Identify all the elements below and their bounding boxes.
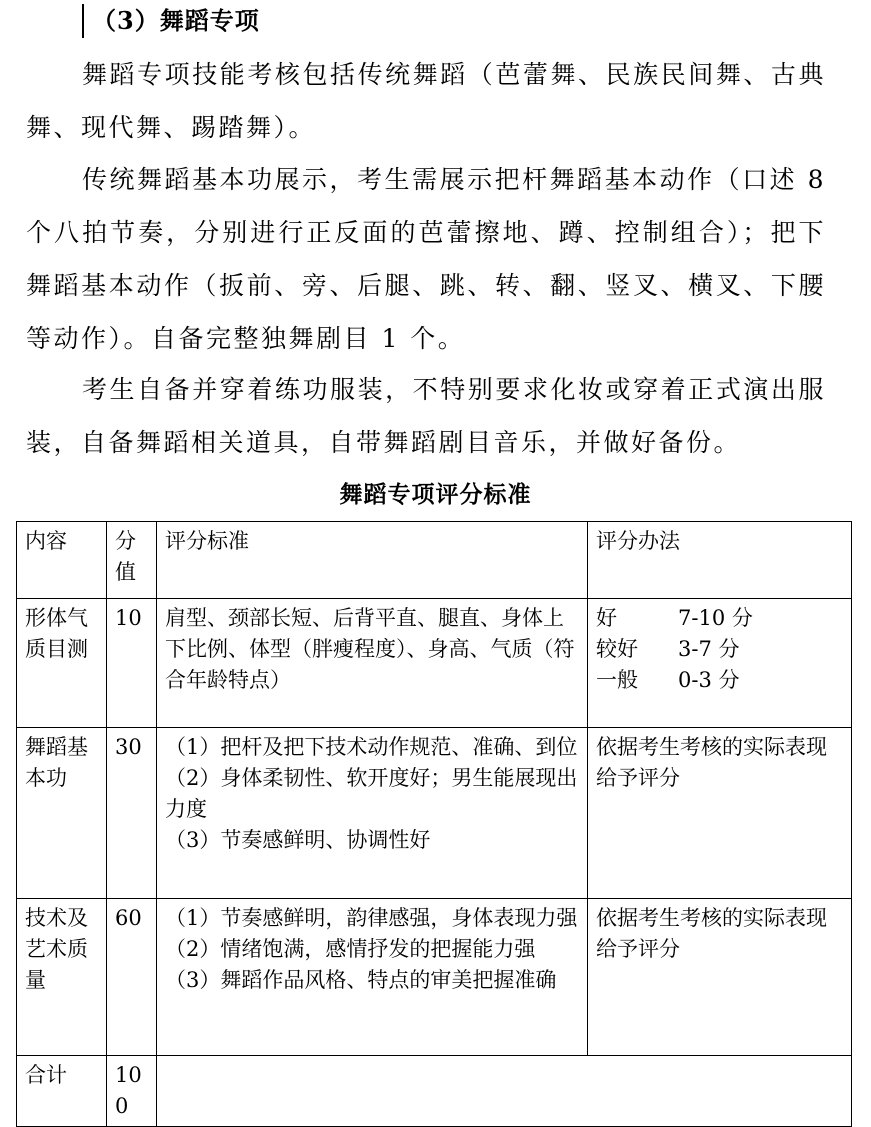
table-row [17,899,852,1056]
criteria-line: （1）节奏感鲜明，韵律感强，身体表现力强 [165,906,578,930]
grade-label: 较好 [596,637,638,661]
total-score: 100 [107,1056,157,1127]
grade-range: 7-10 分 [678,606,753,630]
table-row [17,599,852,728]
total-label: 合计 [17,1056,107,1127]
row-method: 依据考生考核的实际表现给予评分 [588,899,852,1056]
criteria-line: （3）舞蹈作品风格、特点的审美把握准确 [165,968,557,992]
header-criteria: 评分标准 [157,522,588,599]
header-score: 分值 [107,522,157,599]
grade-line [596,665,843,696]
criteria-line: 肩型、颈部长短、后背平直、腿直、身体上下比例、体型（胖瘦程度）、身高、气质（符合年龄特点） [165,606,575,692]
row-score: 10 [107,599,157,728]
row-method: 依据考生考核的实际表现给予评分 [588,728,852,899]
table-row [17,728,852,899]
criteria-line: （1）把杆及把下技术动作规范、准确、到位 [165,735,578,759]
paragraph-2 [26,153,826,365]
table-total-row [17,1056,852,1127]
paragraph-3-text: 考生自备并穿着练功服装，不特别要求化妆或穿着正式演出服装，自备舞蹈相关道具，自带舞蹈剧目音乐，并做好备份。 [26,375,826,457]
table-title: 舞蹈专项评分标准 [339,481,532,508]
row-content: 形体气质目测 [17,599,107,728]
criteria-line: （2）身体柔韧性、软开度好；男生能展现出力度 [165,766,578,821]
row-criteria [157,899,588,1056]
criteria-line: （3）节奏感鲜明、协调性好 [165,828,431,852]
row-score: 60 [107,899,157,1056]
table-header-row [17,522,852,599]
grade-line [596,603,843,634]
paragraph-2-text: 传统舞蹈基本功展示，考生需展示把杆舞蹈基本动作（口述 8 个八拍节奏，分别进行正反面的芭蕾擦地、蹲、控制组合）；把下舞蹈基本动作（扳前、旁、后腿、跳、转、翻、竖叉、横叉、下腰等动作）。自备完整独舞剧目 1 个。 [26,165,826,353]
scoring-table [16,521,852,1127]
paragraph-1-text: 舞蹈专项技能考核包括传统舞蹈（芭蕾舞、民族民间舞、古典舞、现代舞、踢踏舞）。 [26,60,826,142]
row-criteria [157,599,588,728]
grade-range: 0-3 分 [678,668,740,692]
row-content: 技术及艺术质量 [17,899,107,1056]
header-content: 内容 [17,522,107,599]
total-empty [157,1056,852,1127]
section-heading: （3）舞蹈专项 [82,4,260,38]
row-criteria [157,728,588,899]
grade-range: 3-7 分 [678,637,740,661]
row-method [588,599,852,728]
grade-label: 好 [596,606,617,630]
paragraph-3 [26,363,826,469]
paragraph-1 [26,48,826,154]
grade-label: 一般 [596,668,638,692]
grade-line [596,634,843,665]
row-content: 舞蹈基本功 [17,728,107,899]
row-score: 30 [107,728,157,899]
header-method: 评分办法 [588,522,852,599]
criteria-line: （2）情绪饱满，感情抒发的把握能力强 [165,937,536,961]
